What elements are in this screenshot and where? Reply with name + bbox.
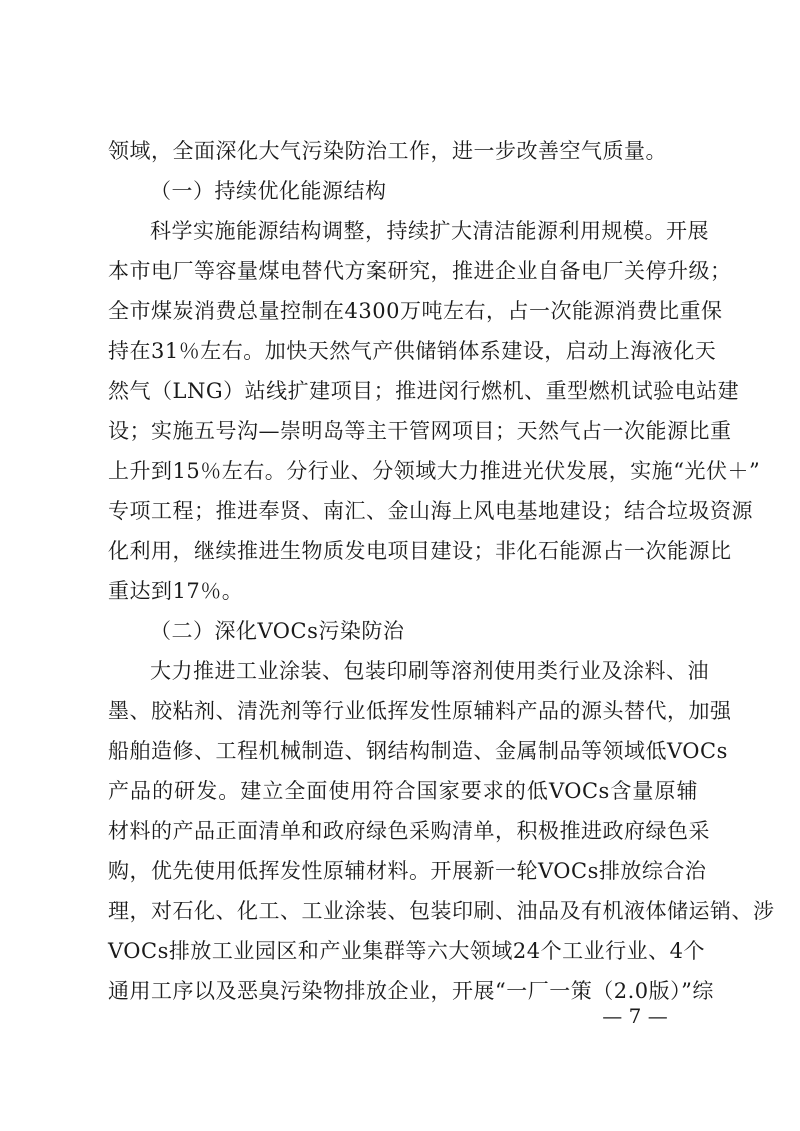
section-heading: （一）持续优化能源结构	[150, 179, 387, 203]
paragraph-line: 通用工序以及恶臭污染物排放企业，开展“一厂一策（2.0版）”综	[108, 979, 714, 1003]
paragraph-line: 设；实施五号沟—崇明岛等主干管网项目；天然气占一次能源比重	[108, 419, 732, 443]
paragraph-line: 产品的研发。建立全面使用符合国家要求的低VOCs含量原辅	[108, 779, 698, 803]
paragraph-line: 领域，全面深化大气污染防治工作，进一步改善空气质量。	[108, 139, 667, 163]
paragraph-line: 持在31％左右。加快天然气产供储销体系建设，启动上海液化天	[108, 339, 717, 363]
paragraph-line: 材料的产品正面清单和政府绿色采购清单，积极推进政府绿色采	[108, 819, 710, 843]
paragraph-line: 大力推进工业涂装、包装印刷等溶剂使用类行业及涂料、油	[150, 659, 709, 683]
paragraph-line: 墨、胶粘剂、清洗剂等行业低挥发性原辅料产品的源头替代，加强	[108, 699, 732, 723]
paragraph-line: VOCs排放工业园区和产业集群等六大领域24个工业行业、4个	[108, 939, 705, 963]
paragraph-line: 理，对石化、化工、工业涂装、包装印刷、油品及有机液体储运销、涉	[108, 899, 775, 923]
paragraph-line: 购，优先使用低挥发性原辅材料。开展新一轮VOCs排放综合治	[108, 859, 707, 883]
page-number: — 7 —	[602, 1004, 668, 1028]
paragraph-line: 全市煤炭消费总量控制在4300万吨左右，占一次能源消费比重保	[108, 299, 723, 323]
paragraph-line: 科学实施能源结构调整，持续扩大清洁能源利用规模。开展	[150, 219, 709, 243]
paragraph-line: 化利用，继续推进生物质发电项目建设；非化石能源占一次能源比	[108, 539, 732, 563]
section-heading: （二）深化VOCs污染防治	[150, 619, 405, 643]
paragraph-line: 重达到17％。	[108, 579, 244, 603]
paragraph-line: 然气（LNG）站线扩建项目；推进闵行燃机、重型燃机试验电站建	[108, 379, 740, 403]
paragraph-line: 船舶造修、工程机械制造、钢结构制造、金属制品等领域低VOCs	[108, 739, 728, 763]
paragraph-line: 本市电厂等容量煤电替代方案研究，推进企业自备电厂关停升级；	[108, 259, 732, 283]
paragraph-line: 上升到15％左右。分行业、分领域大力推进光伏发展，实施“光伏＋”	[108, 459, 761, 483]
paragraph-line: 专项工程；推进奉贤、南汇、金山海上风电基地建设；结合垃圾资源	[108, 499, 753, 523]
